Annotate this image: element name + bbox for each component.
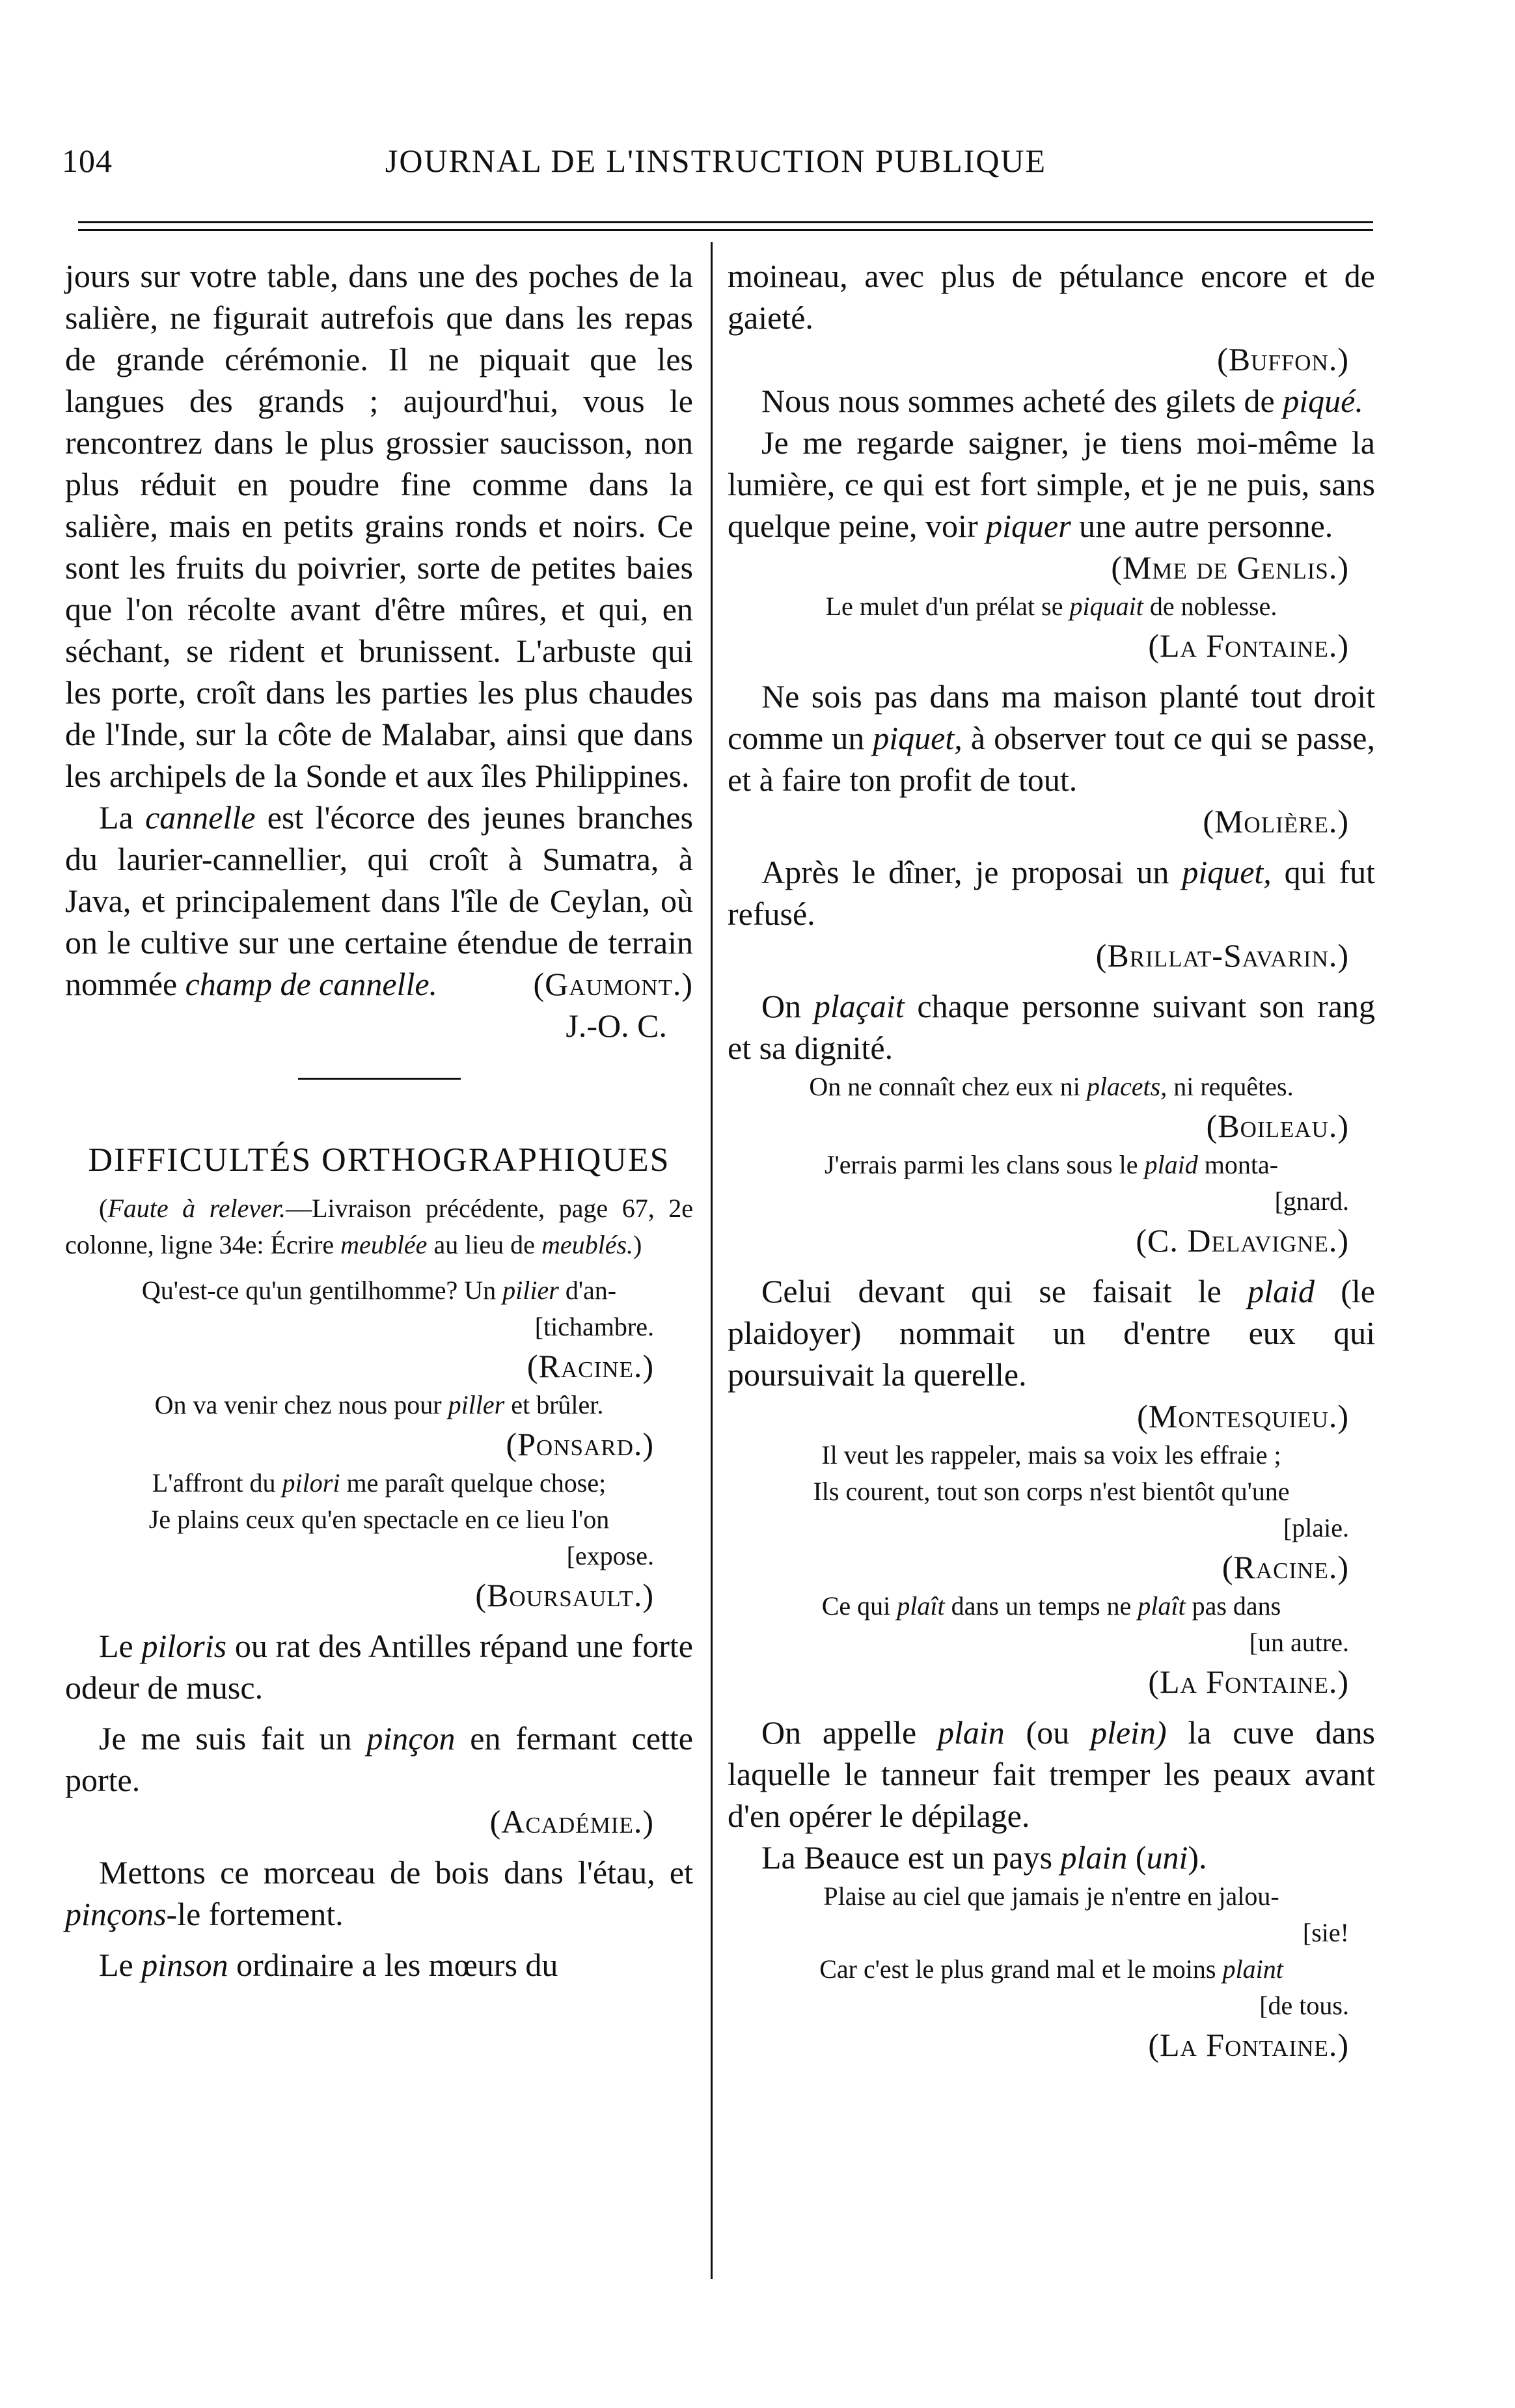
paragraph: Je me suis fait un pinçon en fermant cette porte. <box>65 1720 693 1798</box>
column-divider <box>711 242 713 2279</box>
source-citation: (Brillat-Savarin.) <box>1095 937 1349 974</box>
source-citation: (Racine.) <box>1222 1549 1349 1585</box>
quotation: Ce qui plaît dans un temps ne plaît pas dans [un autre. <box>821 1591 1349 1657</box>
quotation: Il veut les rappeler, mais sa voix les effraie ; Ils courent, tout son corps n'est bientôt qu'une [plaie. <box>813 1440 1349 1542</box>
paragraph: moineau, avec plus de pétulance encore et de gaieté. <box>728 258 1375 336</box>
erratum-note: (Faute à relever.—Livraison précédente, page 67, 2e colonne, ligne 34e: Écrire meublée au lieu de meublés.) <box>65 1194 693 1259</box>
header-rule-bottom <box>78 229 1373 231</box>
source-citation: (Molière.) <box>1203 803 1349 840</box>
section-rule <box>298 1078 461 1080</box>
paragraph: Nous nous sommes acheté des gilets de piqué. <box>761 383 1363 419</box>
quotation: Plaise au ciel que jamais je n'entre en jalou- [sie! Car c'est le plus grand mal et le moins plaint [de tous. <box>819 1881 1349 2020</box>
paragraph: On plaçait chaque personne suivant son rang et sa dignité. <box>728 988 1375 1066</box>
signature: J.-O. C. <box>566 1007 667 1044</box>
paragraph: La cannelle est l'écorce des jeunes branches du laurier-cannellier, qui croît à Sumatra, à Java, et principalement dans l'île de Ceylan, où on le cultive sur une certaine étendue de terrain nommée champ de cannelle. (Gaumont.) <box>65 797 693 1005</box>
source-citation: (Mme de Genlis.) <box>1111 549 1349 586</box>
source-citation: (C. Delavigne.) <box>1136 1222 1349 1259</box>
source-citation: (Académie.) <box>489 1803 654 1840</box>
running-title: JOURNAL DE L'INSTRUCTION PUBLIQUE <box>385 143 1047 179</box>
source-citation: (Buffon.) <box>1217 341 1349 377</box>
paragraph: jours sur votre table, dans une des poches de la salière, ne figurait autrefois que dans les repas de grande cérémonie. Il ne piquait que les langues des grands ; aujourd'hui, vous le rencontrez dans le plus grossier saucisson, non plus réduit en poudre fine comme dans la salière, mais en petits grains ronds et noirs. Ce sont les fruits du poivrier, sorte de petites baies que l'on récolte avant d'être mûres, et qui, en séchant, se rident et brunissent. L'arbuste qui les porte, croît dans les parties les plus chaudes de l'Inde, sur la côte de Malabar, ainsi que dans les archipels de la Sonde et aux îles Philippines. <box>65 258 693 794</box>
source-citation: (La Fontaine.) <box>1148 2027 1349 2063</box>
source-citation: (Montesquieu.) <box>1137 1398 1349 1434</box>
page-header <box>62 142 1370 200</box>
right-column <box>728 255 1375 2066</box>
paragraph: Mettons ce morceau de bois dans l'étau, et pinçons-le fortement. <box>65 1854 693 1932</box>
paragraph: Le piloris ou rat des Antilles répand une forte odeur de musc. <box>65 1628 693 1706</box>
paragraph: Celui devant qui se faisait le plaid (le plaidoyer) nommait un d'entre eux qui poursuivait la querelle. <box>728 1273 1375 1393</box>
section-heading: DIFFICULTÉS ORTHOGRAPHIQUES <box>88 1142 670 1179</box>
header-rule-top <box>78 221 1373 223</box>
paragraph: On appelle plain (ou plein) la cuve dans laquelle le tanneur fait tremper les peaux avant d'en opérer le dépilage. <box>728 1714 1376 1834</box>
quotation: L'affront du pilori me paraît quelque chose; Je plains ceux qu'en spectacle en ce lieu l'on [expose. <box>148 1468 654 1570</box>
source-citation: (Racine.) <box>526 1348 654 1384</box>
quotation: Qu'est-ce qu'un gentilhomme? Un pilier d'an- [tichambre. <box>141 1276 654 1341</box>
paragraph: Ne sois pas dans ma maison planté tout droit comme un piquet, à observer tout ce qui se passe, et à faire ton profit de tout. <box>728 678 1375 798</box>
quotation: On ne connaît chez eux ni placets, ni requêtes. <box>809 1072 1294 1101</box>
quotation: J'errais parmi les clans sous le plaid monta- [gnard. <box>824 1150 1349 1216</box>
source-citation: (Gaumont.) <box>533 966 693 1002</box>
paragraph: Après le dîner, je proposai un piquet, qui fut refusé. <box>728 854 1375 932</box>
source-citation: (Boursault.) <box>475 1577 654 1613</box>
quotation: On va venir chez nous pour piller et brûler. <box>154 1390 604 1419</box>
source-citation: (La Fontaine.) <box>1148 1663 1349 1700</box>
source-citation: (Ponsard.) <box>506 1426 654 1462</box>
paragraph: Le pinson ordinaire a les mœurs du <box>99 1947 558 1983</box>
source-citation: (La Fontaine.) <box>1148 627 1349 664</box>
left-column <box>65 255 693 1986</box>
paragraph: La Beauce est un pays plain (uni). <box>761 1839 1207 1876</box>
quotation: Le mulet d'un prélat se piquait de noblesse. <box>825 592 1277 621</box>
page-number: 104 <box>62 143 113 179</box>
paragraph: Je me regarde saigner, je tiens moi-même la lumière, ce qui est fort simple, et je ne puis, sans quelque peine, voir piquer une autre personne. <box>728 424 1375 544</box>
source-citation: (Boileau.) <box>1206 1108 1349 1144</box>
